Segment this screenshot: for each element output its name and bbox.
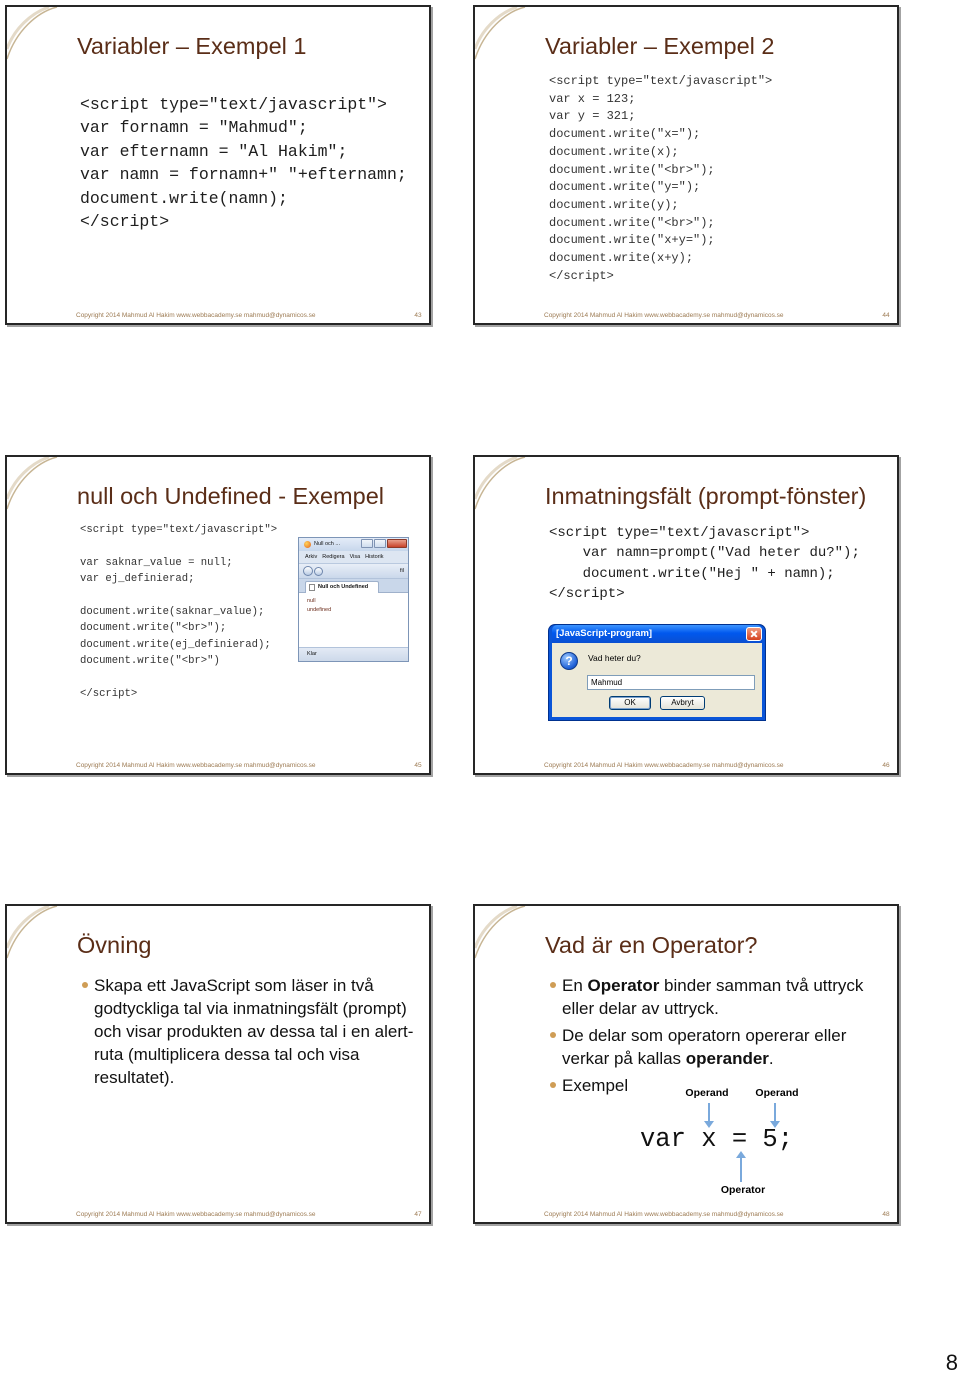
operator-diagram-arrows	[475, 906, 897, 1222]
corner-swoosh-decoration	[475, 7, 545, 77]
code-block: <script type="text/javascript"> var saknar_value = null; var ej_definierad; document.write(saknar_value); document.write("<br>"); document.write(ej_definierad); document.write("<br>") </script>	[80, 524, 278, 701]
slide-title: Inmatningsfält (prompt-fönster)	[545, 483, 867, 509]
toolbar-text: fil	[400, 568, 404, 574]
bullet-bold-term: Operator	[587, 975, 660, 995]
browser-window-title: Null och ...	[314, 541, 340, 547]
slide-title: Övning	[77, 932, 152, 958]
dialog-question: Vad heter du?	[588, 653, 641, 663]
slide-number: 43	[414, 312, 422, 319]
browser-tab-strip	[299, 578, 408, 592]
browser-content	[299, 592, 408, 647]
slide-number: 46	[882, 762, 890, 769]
menu-item-arkiv: Arkiv	[305, 554, 318, 560]
forward-arrow-icon	[314, 567, 323, 576]
slide-46	[473, 455, 899, 775]
slide-number: 44	[882, 312, 890, 319]
browser-menu-bar	[299, 551, 408, 563]
menu-item-historik: Historik	[365, 554, 384, 560]
slide-47	[5, 904, 431, 1224]
browser-titlebar	[299, 538, 408, 551]
browser-tab-label: Null och Undefined	[318, 584, 369, 590]
ok-button: OK	[609, 696, 651, 710]
slide-footer-copyright: Copyright 2014 Mahmud Al Hakim www.webbacademy.se mahmud@dynamicos.se	[76, 312, 316, 319]
operator-example-code: var x = 5;	[640, 1125, 794, 1154]
slide-48	[473, 904, 899, 1224]
slide-footer-copyright: Copyright 2014 Mahmud Al Hakim www.webbacademy.se mahmud@dynamicos.se	[544, 1211, 784, 1218]
close-icon	[746, 627, 762, 641]
browser-tab	[305, 581, 379, 593]
slide-43	[5, 5, 431, 325]
maximize-icon	[374, 539, 386, 548]
list-item	[82, 974, 424, 1089]
slide-title: null och Undefined - Exempel	[77, 483, 384, 509]
bullet-text: En	[562, 975, 588, 995]
firefox-icon	[304, 541, 311, 548]
output-line-null: null	[307, 598, 316, 604]
prompt-dialog-screenshot	[549, 625, 765, 720]
bullet-text: binder samman två uttryck eller delar av uttryck.	[562, 975, 864, 1018]
slide-number: 48	[882, 1211, 890, 1218]
bullet-text: Skapa ett JavaScript som läser in två godtyckliga tal via inmatningsfält (prompt) och visar produkten av dessa tal i en alert-ruta (multiplicera dessa tal och visa resultatet).	[94, 975, 414, 1087]
window-controls	[361, 539, 407, 548]
slide-footer-copyright: Copyright 2014 Mahmud Al Hakim www.webbacademy.se mahmud@dynamicos.se	[76, 1211, 316, 1218]
code-block: <script type="text/javascript"> var namn=prompt("Vad heter du?"); document.write("Hej " + namn); </script>	[549, 525, 860, 603]
cancel-button: Avbryt	[660, 696, 705, 710]
menu-item-redigera: Redigera	[322, 554, 345, 560]
slide-number: 45	[414, 762, 422, 769]
menu-item-visa: Visa	[349, 554, 361, 560]
output-line-undefined: undefined	[307, 607, 332, 613]
corner-swoosh-decoration	[7, 906, 77, 976]
dialog-body	[552, 643, 762, 717]
prompt-input: Mahmud	[587, 675, 755, 690]
dialog-title: [JavaScript-program]	[556, 628, 653, 639]
slide-footer-copyright: Copyright 2014 Mahmud Al Hakim www.webbacademy.se mahmud@dynamicos.se	[544, 312, 784, 319]
operand-label: Operand	[685, 1087, 729, 1099]
bullet-bold-term: operander	[685, 1048, 769, 1068]
operand-label: Operand	[755, 1087, 799, 1099]
slide-footer-copyright: Copyright 2014 Mahmud Al Hakim www.webbacademy.se mahmud@dynamicos.se	[544, 762, 784, 769]
browser-screenshot	[298, 537, 409, 662]
bullet-text: De delar som operatorn opererar eller verkar på kallas	[562, 1025, 847, 1068]
corner-swoosh-decoration	[7, 7, 77, 77]
bullet-text: .	[768, 1048, 774, 1068]
corner-swoosh-decoration	[475, 457, 545, 527]
operator-arrow	[736, 1151, 746, 1182]
slide-45	[5, 455, 431, 775]
bullet-icon	[82, 982, 88, 988]
slide-44	[473, 5, 899, 325]
bullet-text: Exempel	[562, 1075, 629, 1095]
back-arrow-icon	[303, 566, 313, 576]
code-block: <script type="text/javascript"> var fornamn = "Mahmud"; var efternamn = "Al Hakim"; var namn = fornamn+" "+efternamn; document.write(namn); </script>	[80, 95, 407, 232]
operator-label: Operator	[720, 1184, 766, 1196]
page-number: 8	[945, 1350, 958, 1375]
code-block: <script type="text/javascript"> var x = 123; var y = 321; document.write("x="); document.write(x); document.write("<br>"); document.write("y="); document.write(y); document.write("<br>"); document.write("x+y="); document.write(x+y); </script>	[549, 74, 773, 283]
slide-title: Variabler – Exempel 2	[545, 33, 775, 59]
browser-toolbar	[299, 563, 408, 578]
slide-title: Vad är en Operator?	[545, 932, 758, 958]
status-text: Klar	[307, 651, 317, 657]
slide-number: 47	[414, 1211, 422, 1218]
bullet-list	[82, 974, 424, 1093]
close-icon	[387, 539, 407, 548]
corner-swoosh-decoration	[7, 457, 77, 527]
dialog-titlebar	[552, 625, 762, 643]
slide-footer-copyright: Copyright 2014 Mahmud Al Hakim www.webbacademy.se mahmud@dynamicos.se	[76, 762, 316, 769]
minimize-icon	[361, 539, 373, 548]
slide-title: Variabler – Exempel 1	[77, 33, 307, 59]
page-icon	[309, 584, 315, 591]
browser-status-bar	[299, 647, 408, 661]
question-icon	[560, 652, 578, 670]
